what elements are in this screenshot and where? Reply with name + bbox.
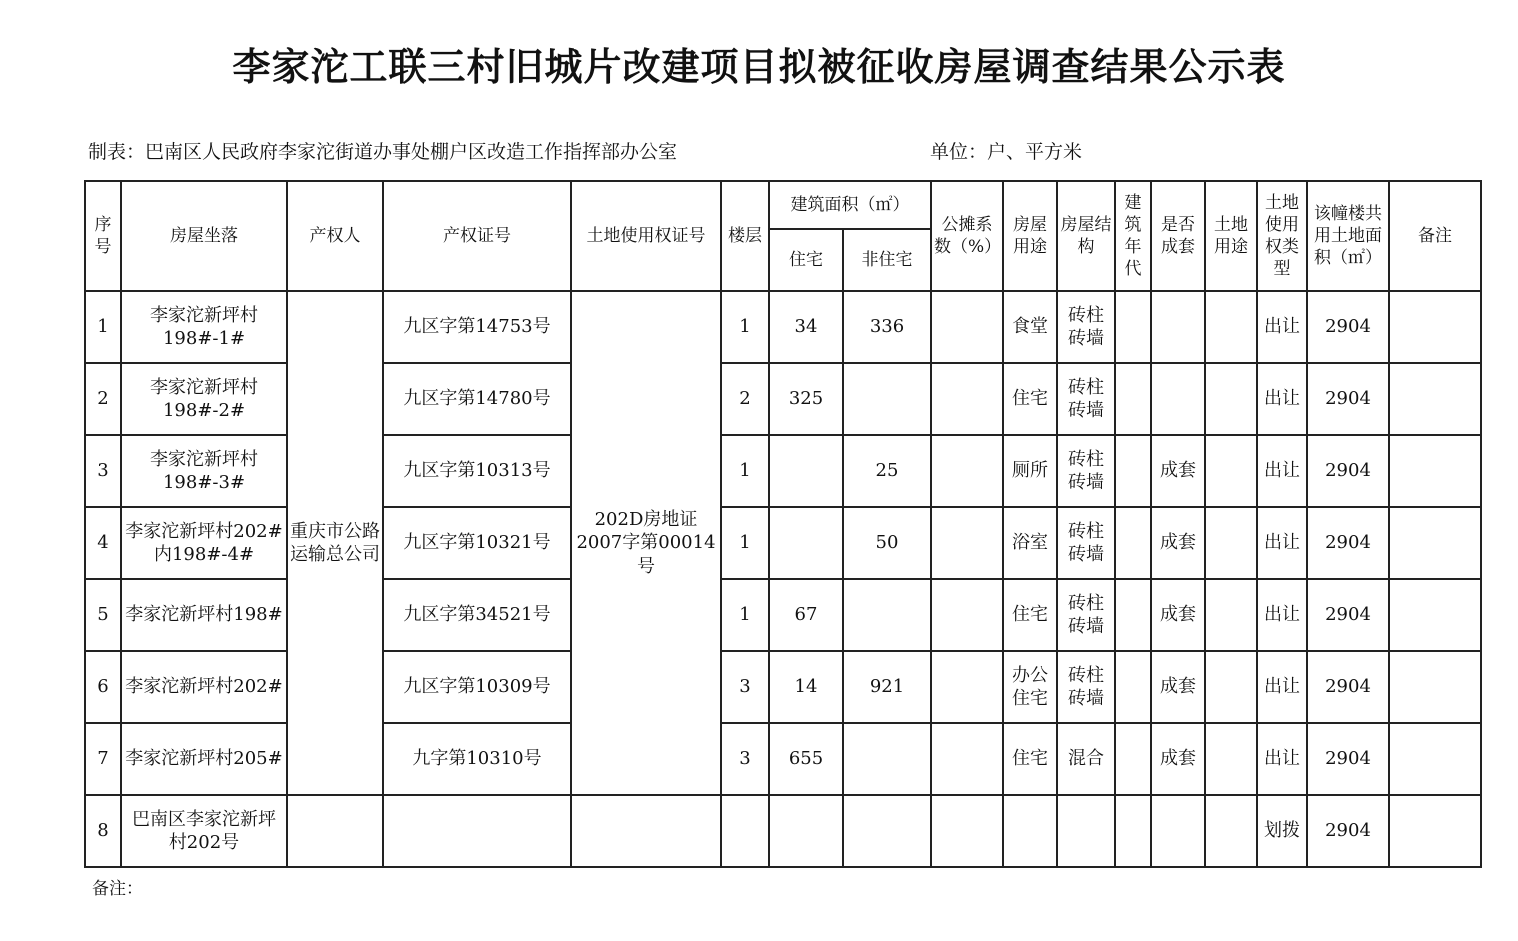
cell-residential (769, 435, 843, 507)
cell-location: 李家沱新坪村198#-3# (121, 435, 287, 507)
header-land-cert: 土地使用权证号 (571, 181, 721, 291)
cell-land-right-type: 出让 (1257, 651, 1307, 723)
cell-build-year (1115, 363, 1151, 435)
cell-residential: 325 (769, 363, 843, 435)
cell-usage: 办公住宅 (1003, 651, 1057, 723)
cell-seq: 5 (85, 579, 121, 651)
cell-land-use (1205, 363, 1257, 435)
cell-build-year (1115, 507, 1151, 579)
cell-remark (1389, 795, 1481, 867)
cell-land-use (1205, 579, 1257, 651)
header-usage: 房屋用途 (1003, 181, 1057, 291)
cell-is-set: 成套 (1151, 435, 1205, 507)
cell-floor: 2 (721, 363, 769, 435)
cell-share-coef (931, 795, 1003, 867)
cell-share-coef (931, 435, 1003, 507)
cell-shared-land-area: 2904 (1307, 723, 1389, 795)
header-seq: 序号 (85, 181, 121, 291)
cell-build-year (1115, 723, 1151, 795)
cell-cert: 九区字第14780号 (383, 363, 571, 435)
cell-land-use (1205, 435, 1257, 507)
cell-usage: 住宅 (1003, 579, 1057, 651)
cell-land-use (1205, 795, 1257, 867)
cell-residential: 67 (769, 579, 843, 651)
cell-floor (721, 795, 769, 867)
cell-share-coef (931, 723, 1003, 795)
cell-floor: 1 (721, 579, 769, 651)
cell-land-cert-merged: 202D房地证2007字第00014号 (571, 291, 721, 795)
header-land-right-type: 土地使用权类型 (1257, 181, 1307, 291)
cell-land-right-type: 出让 (1257, 507, 1307, 579)
cell-usage: 浴室 (1003, 507, 1057, 579)
cell-non-residential: 50 (843, 507, 931, 579)
cell-cert: 九区字第10321号 (383, 507, 571, 579)
cell-usage (1003, 795, 1057, 867)
header-structure: 房屋结构 (1057, 181, 1115, 291)
survey-table (84, 180, 1482, 868)
header-land-use: 土地用途 (1205, 181, 1257, 291)
cell-shared-land-area: 2904 (1307, 795, 1389, 867)
header-remark: 备注 (1389, 181, 1481, 291)
cell-location: 巴南区李家沱新坪村202号 (121, 795, 287, 867)
cell-non-residential: 336 (843, 291, 931, 363)
cell-structure: 混合 (1057, 723, 1115, 795)
cell-seq: 8 (85, 795, 121, 867)
cell-shared-land-area: 2904 (1307, 363, 1389, 435)
cell-is-set (1151, 363, 1205, 435)
cell-location: 李家沱新坪村202# (121, 651, 287, 723)
cell-land-right-type: 出让 (1257, 363, 1307, 435)
cell-land-use (1205, 651, 1257, 723)
cell-share-coef (931, 579, 1003, 651)
cell-seq: 4 (85, 507, 121, 579)
header-build-year: 建筑年代 (1115, 181, 1151, 291)
cell-seq: 1 (85, 291, 121, 363)
cell-build-year (1115, 795, 1151, 867)
cell-structure: 砖柱砖墙 (1057, 291, 1115, 363)
cell-shared-land-area: 2904 (1307, 507, 1389, 579)
cell-structure: 砖柱砖墙 (1057, 579, 1115, 651)
cell-location: 李家沱新坪村198#-1# (121, 291, 287, 363)
header-shared-land-area: 该幢楼共用土地面积（㎡） (1307, 181, 1389, 291)
cell-is-set: 成套 (1151, 579, 1205, 651)
cell-is-set: 成套 (1151, 507, 1205, 579)
header-share-coef: 公摊系数（%） (931, 181, 1003, 291)
cell-cert (383, 795, 571, 867)
cell-shared-land-area: 2904 (1307, 579, 1389, 651)
cell-floor: 1 (721, 291, 769, 363)
cell-remark (1389, 435, 1481, 507)
cell-shared-land-area: 2904 (1307, 435, 1389, 507)
cell-location: 李家沱新坪村205# (121, 723, 287, 795)
cell-cert: 九区字第10313号 (383, 435, 571, 507)
cell-cert: 九区字第34521号 (383, 579, 571, 651)
cell-usage: 厕所 (1003, 435, 1057, 507)
cell-floor: 3 (721, 723, 769, 795)
cell-land-right-type: 出让 (1257, 579, 1307, 651)
cell-remark (1389, 723, 1481, 795)
maker-label: 制表：巴南区人民政府李家沱街道办事处棚户区改造工作指挥部办公室 (88, 141, 678, 163)
cell-residential (769, 507, 843, 579)
cell-floor: 1 (721, 507, 769, 579)
cell-residential (769, 795, 843, 867)
footnote-label: 备注： (92, 879, 143, 899)
cell-location: 李家沱新坪村198#-2# (121, 363, 287, 435)
cell-share-coef (931, 507, 1003, 579)
header-area: 建筑面积（㎡） (769, 181, 931, 229)
cell-structure (1057, 795, 1115, 867)
page-title: 李家沱工联三村旧城片改建项目拟被征收房屋调查结果公示表 (232, 45, 1286, 89)
cell-remark (1389, 507, 1481, 579)
cell-share-coef (931, 363, 1003, 435)
cell-remark (1389, 579, 1481, 651)
cell-is-set (1151, 291, 1205, 363)
cell-land-right-type: 出让 (1257, 723, 1307, 795)
cell-build-year (1115, 579, 1151, 651)
cell-land-use (1205, 291, 1257, 363)
cell-floor: 3 (721, 651, 769, 723)
cell-usage: 食堂 (1003, 291, 1057, 363)
cell-residential: 655 (769, 723, 843, 795)
header-floor: 楼层 (721, 181, 769, 291)
cell-non-residential (843, 795, 931, 867)
cell-cert: 九字第10310号 (383, 723, 571, 795)
cell-land-right-type: 出让 (1257, 291, 1307, 363)
cell-build-year (1115, 291, 1151, 363)
table-row (85, 291, 1481, 363)
cell-structure: 砖柱砖墙 (1057, 507, 1115, 579)
cell-seq: 2 (85, 363, 121, 435)
cell-share-coef (931, 291, 1003, 363)
cell-is-set: 成套 (1151, 651, 1205, 723)
cell-non-residential (843, 579, 931, 651)
cell-non-residential (843, 723, 931, 795)
cell-land-right-type: 出让 (1257, 435, 1307, 507)
cell-remark (1389, 651, 1481, 723)
cell-location: 李家沱新坪村202#内198#-4# (121, 507, 287, 579)
cell-floor: 1 (721, 435, 769, 507)
cell-land-use (1205, 507, 1257, 579)
header-location: 房屋坐落 (121, 181, 287, 291)
cell-owner (287, 795, 383, 867)
cell-is-set (1151, 795, 1205, 867)
cell-structure: 砖柱砖墙 (1057, 363, 1115, 435)
cell-build-year (1115, 435, 1151, 507)
cell-land-use (1205, 723, 1257, 795)
cell-cert: 九区字第14753号 (383, 291, 571, 363)
cell-residential: 34 (769, 291, 843, 363)
cell-shared-land-area: 2904 (1307, 651, 1389, 723)
header-residential: 住宅 (769, 229, 843, 291)
cell-share-coef (931, 651, 1003, 723)
header-row (85, 181, 1481, 229)
cell-structure: 砖柱砖墙 (1057, 435, 1115, 507)
cell-usage: 住宅 (1003, 363, 1057, 435)
cell-location: 李家沱新坪村198# (121, 579, 287, 651)
cell-seq: 6 (85, 651, 121, 723)
cell-cert: 九区字第10309号 (383, 651, 571, 723)
unit-label: 单位：户、平方米 (930, 141, 1083, 163)
cell-non-residential: 25 (843, 435, 931, 507)
cell-structure: 砖柱砖墙 (1057, 651, 1115, 723)
header-non-residential: 非住宅 (843, 229, 931, 291)
cell-remark (1389, 363, 1481, 435)
cell-seq: 7 (85, 723, 121, 795)
cell-is-set: 成套 (1151, 723, 1205, 795)
header-is-set: 是否成套 (1151, 181, 1205, 291)
cell-land-cert (571, 795, 721, 867)
cell-remark (1389, 291, 1481, 363)
cell-shared-land-area: 2904 (1307, 291, 1389, 363)
header-owner: 产权人 (287, 181, 383, 291)
cell-usage: 住宅 (1003, 723, 1057, 795)
cell-seq: 3 (85, 435, 121, 507)
cell-build-year (1115, 651, 1151, 723)
cell-owner-merged: 重庆市公路运输总公司 (287, 291, 383, 795)
cell-non-residential (843, 363, 931, 435)
cell-land-right-type: 划拨 (1257, 795, 1307, 867)
cell-non-residential: 921 (843, 651, 931, 723)
header-cert: 产权证号 (383, 181, 571, 291)
cell-residential: 14 (769, 651, 843, 723)
table-row (85, 795, 1481, 867)
